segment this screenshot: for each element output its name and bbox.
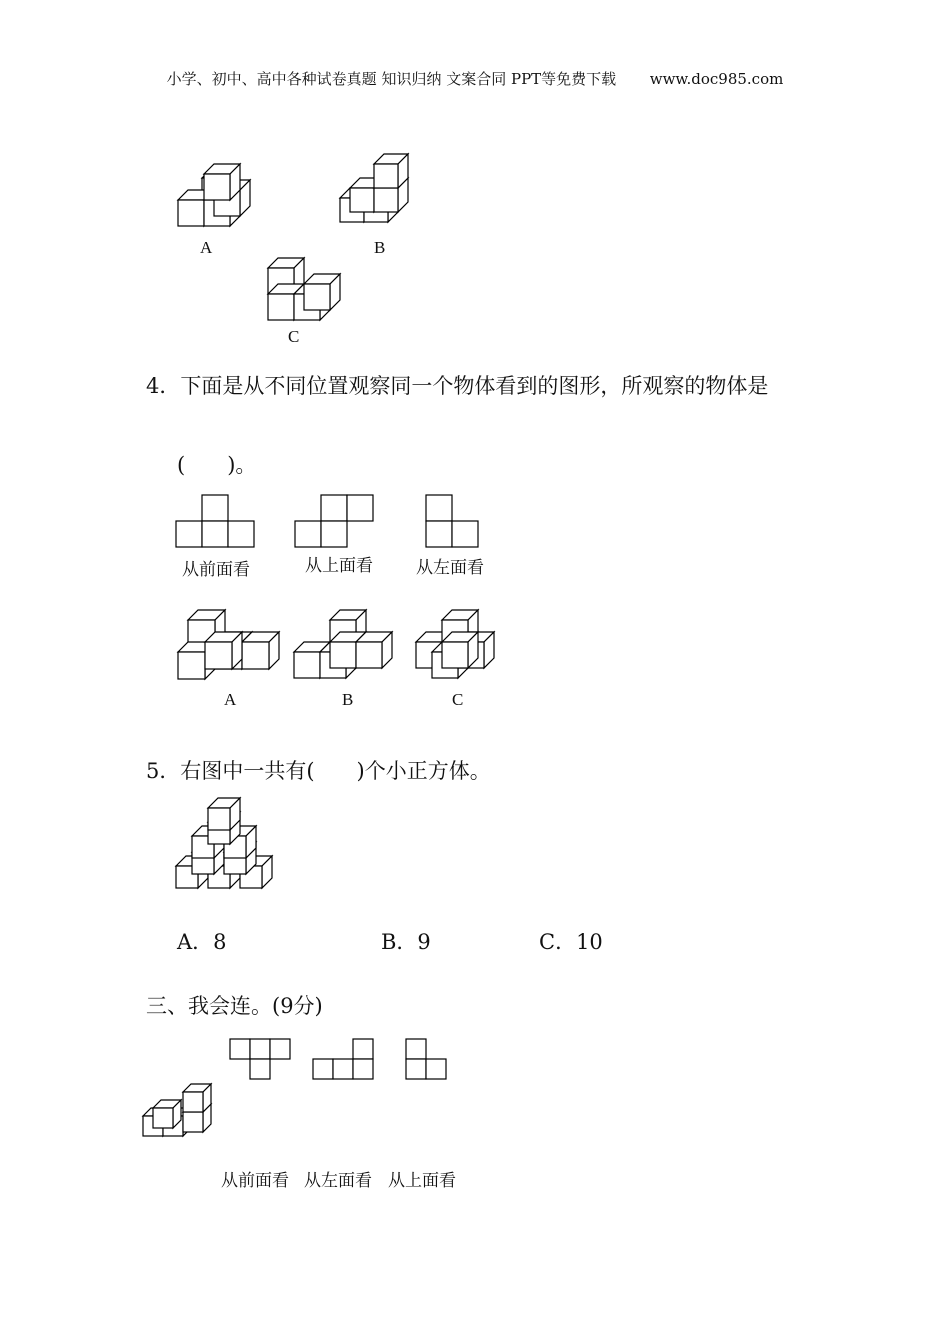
q4-figure-a [176, 604, 286, 684]
q4-view-left-grid [426, 494, 486, 550]
cube [208, 798, 240, 830]
q5-option-c: C．10 [539, 930, 603, 954]
cube [204, 164, 240, 200]
q4-view-top-grid [295, 494, 379, 550]
q3-label-c: C [288, 327, 300, 346]
q3-label-a: A [200, 238, 213, 257]
q3-label-b: B [374, 238, 386, 257]
q5-pyramid-figure [174, 800, 284, 900]
q3-figure-c [260, 250, 350, 330]
q4-label-a: A [224, 690, 237, 709]
cube [442, 632, 478, 668]
q4-figure-b [292, 604, 402, 684]
section3-view-front-label: 从前面看 [221, 1171, 289, 1191]
section3-view-grid-3 [405, 1038, 449, 1082]
cube [242, 632, 279, 669]
q4-stem-line2: ( )。 [177, 453, 257, 477]
q4-view-top-label: 从上面看 [305, 556, 373, 576]
section3-view-top-label: 从上面看 [388, 1171, 456, 1191]
section3-view-grid-2 [312, 1038, 376, 1082]
section3-view-grid-1 [229, 1038, 293, 1082]
q4-label-c: C [452, 690, 464, 709]
q4-label-b: B [342, 690, 354, 709]
q4-view-front-label: 从前面看 [182, 560, 250, 580]
q3-figure-b [332, 142, 432, 232]
section3-title: 三、我会连。(9分) [146, 994, 323, 1018]
q4-stem-line1: 4．下面是从不同位置观察同一个物体看到的图形，所观察的物体是 [146, 374, 769, 398]
q4-view-left-label: 从左面看 [416, 558, 484, 578]
cube [374, 154, 408, 188]
page-header [0, 68, 950, 89]
header-url: www.doc985.com [649, 70, 784, 88]
q5-option-a: A．8 [177, 930, 227, 954]
q5-option-b: B．9 [381, 930, 431, 954]
q4-view-front-grid [176, 494, 260, 550]
q4-figure-c [414, 604, 514, 684]
q3-figure-a [170, 160, 270, 240]
cube [304, 274, 340, 310]
cube [356, 632, 392, 668]
q5-stem: 5．右图中一共有( )个小正方体。 [146, 759, 491, 783]
cube [153, 1100, 181, 1128]
cube [183, 1084, 211, 1112]
header-text: 小学、初中、高中各种试卷真题 知识归纳 文案合同 PPT等免费下载 [166, 70, 617, 88]
section3-view-left-label: 从左面看 [304, 1171, 372, 1191]
cube [205, 632, 242, 669]
section3-solid-figure [141, 1088, 221, 1148]
